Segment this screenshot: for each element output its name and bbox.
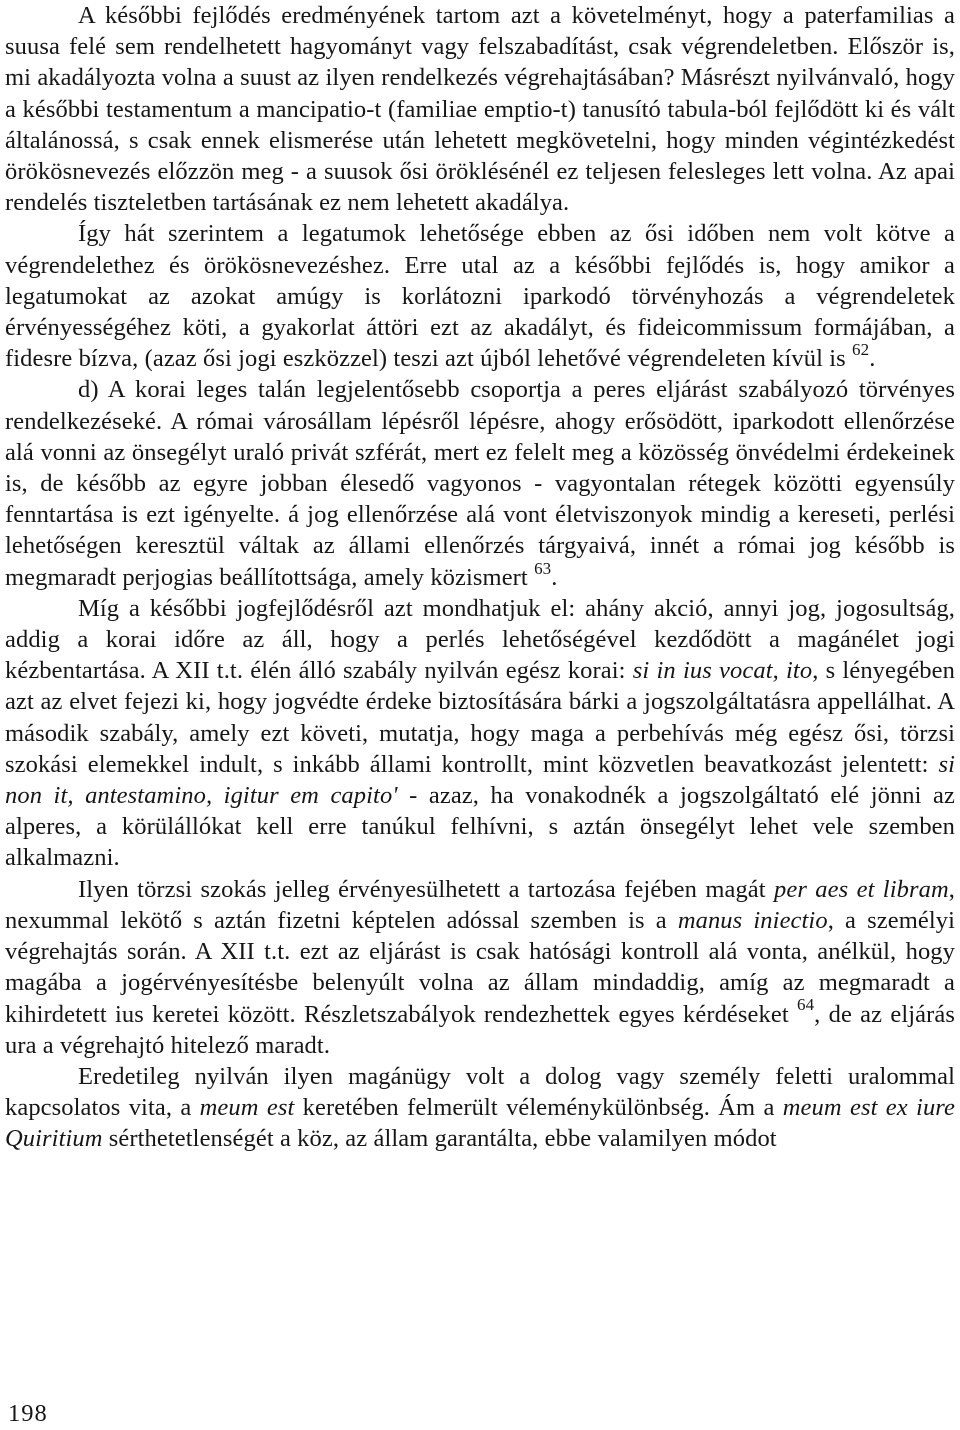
text-run: , a személyi végrehajtás során. A XII t.t. ezt az eljárást is csak hatósági kontroll alá vonta, anélkül, hogy magába a jogérvényesítésbe belenyúlt volna az állam mindaddig, amíg az megmaradt a kihirdetett ius keretei között. Részletszabályok rendezhettek egyes kérdéseket: [5, 906, 955, 1028]
page-number: 198: [8, 1400, 48, 1427]
text-run: Eredetileg nyilván ilyen magánügy volt a dolog vagy személy feletti uralommal kapcsolatos vita, a: [5, 1062, 955, 1122]
italic-latin-phrase: si in ius vocat, ito: [632, 657, 813, 685]
body-text: [5, 0, 955, 1155]
paragraph: [5, 874, 955, 1061]
paragraph: [5, 374, 955, 592]
text-run: d) A korai leges talán legjelentősebb csoportja a peres eljárást szabályozó törvényes rendelkezéseké. A római városállam lépésről lépésre, ahogy erősödött, iparkodott ellenőrzése alá vonni az önsegélyt uraló privát szférát, mert ez felelt meg a közösség önvédelmi érdekeinek is, de később az egyre jobban élesedő vagyonos - vagyontalan rétegek közötti egyensúly fenntartása is ezt igényelte. á jog ellenőrzése alá vont életviszonyok mindig a kereseti, perlési lehetőségen keresztül váltak az állami ellenőrzés tárgyaivá, innét a római jog később is megmaradt perjogias beállítottsága, amely közismert: [5, 376, 955, 591]
italic-latin-phrase: meum est ex iure Quiritium: [5, 1094, 955, 1153]
paragraph: [5, 593, 955, 874]
paragraph: [5, 218, 955, 374]
paragraph: [5, 1061, 955, 1155]
text-run: , de az eljárás ura a végrehajtó hitelező maradt.: [5, 1000, 955, 1059]
italic-latin-phrase: meum est: [199, 1094, 295, 1122]
italic-latin-phrase: per aes et libram: [774, 875, 949, 903]
italic-latin-phrase: si non it, antestamino, igitur em capito': [5, 750, 955, 810]
text-run: - azaz, ha vonakodnék a jogszolgáltató elé jönni az alperes, a körülállókat kell erre tanúkul felhívni, s aztán önsegélyt lehet vele szemben alkalmazni.: [5, 782, 955, 872]
text-run: Míg a későbbi jogfejlődésről azt mondhatjuk el: ahány akció, annyi jog, jogosultság, addig a korai időre az áll, hogy a perlés lehetőségével kezdődött a magánélet jogi kézbentartása. A XII t.t. élén álló szabály nyilván egész korai:: [5, 594, 955, 685]
text-run: sérthetetlenségét a köz, az állam garantálta, ebbe valamilyen módot: [102, 1125, 777, 1153]
text-run: A későbbi fejlődés eredményének tartom azt a követelményt, hogy a paterfamilias a suusa felé sem rendelhetett hagyományt vagy felszabadítást, csak végrendeletben. Először is, mi akadályozta volna a suust az ilyen rendelkezés végrehajtásában? Másrészt nyilvánvaló, hogy a későbbi testamentum a mancipatio-t (familiae emptio-t) tanusító tabula-ból fejlődött ki és vált általánossá, s csak ennek elismerése után lehetett megkövetelni, hogy minden végintézkedést örökösnevezés előzzön meg - a suusok ősi öröklésénél ez teljesen felesleges lett volna. Az apai rendelés tiszteletben tartásának ez nem lehetett akadálya.: [5, 2, 955, 217]
text-run: Ilyen törzsi szokás jelleg érvényesülhetett a tartozása fejében magát: [78, 875, 775, 903]
text-run: Így hát szerintem a legatumok lehetősége ebben az ősi időben nem volt kötve a végrendelethez és örökösnevezéshez. Erre utal az a későbbi fejlődés is, hogy amikor a legatumokat az azokat amúgy is korlátozni iparkodó törvényhozás a végrendeletek érvényességéhez köti, a gyakorlat áttöri ezt az akadályt, és fideicommissum formájában, a fidesre bízva, (azaz ősi jogi eszközzel) teszi azt újból lehetővé végrendeleten kívül is: [5, 220, 955, 373]
text-run: .: [551, 563, 558, 591]
footnote-marker: 62: [852, 340, 870, 360]
text-run: .: [869, 345, 876, 373]
text-run: keretében felmerült véleménykülönbség. Ám a: [294, 1094, 783, 1122]
document-page: [5, 0, 955, 1430]
text-run: , nexummal lekötő s aztán fizetni képtelen adóssal szemben is a: [5, 875, 955, 934]
italic-latin-phrase: manus iniectio: [677, 906, 828, 934]
paragraph: [5, 0, 955, 218]
text-run: , s lényegében azt az elvet fejezi ki, hogy jogvédte érdeke biztosítására bárki a jogszolgáltatásra appellálhat. A második szabály, amely ezt követi, mutatja, hogy maga a perbehívás még egész ősi, törzsi szokási elemekkel indult, s inkább állami kontrollt, mint közvetlen beavatkozást jelentett:: [5, 657, 955, 778]
footnote-marker: 64: [796, 995, 815, 1015]
footnote-marker: 63: [534, 558, 552, 578]
